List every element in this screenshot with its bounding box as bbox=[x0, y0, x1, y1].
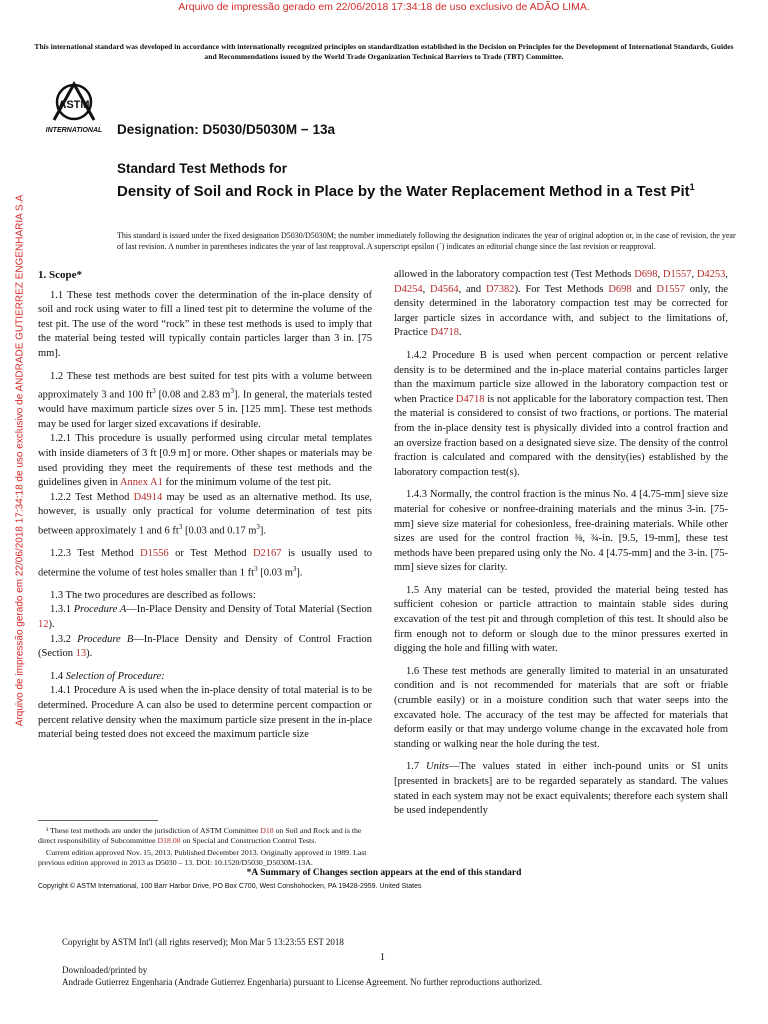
ref-d1556[interactable]: D1556 bbox=[140, 548, 169, 560]
title-prefix: Standard Test Methods for bbox=[117, 161, 288, 176]
footnote-2: Current edition approved Nov. 15, 2013. Published December 2013. Originally approved in 1989. Last previous edition approved in 2013 as D5030 – 13. DOI: 10.1520/D5030_D5030M-13A. bbox=[38, 848, 367, 867]
title-block bbox=[117, 160, 737, 201]
ref-section-13[interactable]: 13 bbox=[75, 648, 87, 660]
title-footnote-mark: 1 bbox=[689, 182, 695, 192]
ref-d4253[interactable]: D4253 bbox=[696, 269, 726, 280]
left-column bbox=[38, 268, 372, 743]
title-main: Density of Soil and Rock in Place by the Water Replacement Method in a Test Pit$^1$ bbox=[117, 182, 695, 200]
ref-d4718-2[interactable]: D4718 bbox=[455, 393, 485, 405]
paragraph-1-5: 1.5 Any material can be tested, provided the material being tested has sufficient cohesion or particle attraction to maintain stable sides during excavation of the test pit and through completion of this test. It should also be firm enough not to deform or slough due to the minor pressures exerted in digging the hole and filling with water. bbox=[394, 584, 728, 655]
ref-d18-08[interactable]: D18.08 bbox=[157, 836, 181, 845]
paragraph-1-1: 1.1 These test methods cover the determination of the in-place density of soil and rock using water to fill a lined test pit to determine the volume of the test pit. The use of the word “rock” in these test methods is used to imply that the material being tested will typically contain particles larger than 3 in. [75 mm]. bbox=[38, 289, 372, 359]
ref-d7382[interactable]: D7382 bbox=[485, 283, 515, 295]
ref-d1557[interactable]: D1557 bbox=[662, 269, 692, 280]
ref-d18[interactable]: D18 bbox=[260, 826, 274, 835]
paragraph-1-4-1: 1.4.1 Procedure A is used when the in-place density of total material is to be determined. Procedure A can also be used to determine percent compaction or percent relative density when the maximum particle size present in the in-place material being tested does not exceed the maximum particle size bbox=[38, 685, 372, 741]
paragraph-1-3-1: 1.3.1 Procedure A—In-Place Density and Density of Total Material (Section 12). bbox=[38, 604, 373, 630]
designation: Designation: D5030/D5030M − 13a bbox=[117, 122, 335, 137]
paragraph-continuation: allowed in the laboratory compaction test (Test Methods D698, D1557, D4253, D4254, D4564, and D7382). For Test Methods D698 and D1557 only, the density determined in the laboratory compaction test may be corrected for larger particle sizes in accordance with, and subject to the limitations of, Practice D4718. bbox=[394, 269, 729, 339]
download-line-1: Downloaded/printed by bbox=[62, 965, 148, 975]
right-column bbox=[394, 268, 728, 819]
paragraph-1-4-2: 1.4.2 Procedure B is used when percent compaction or percent relative density is to be determined and the in-place material contains particles larger than the maximum particle size allowed in the laboratory compaction test or when Practice D4718 is not applicable for the laboratory compaction test. Then the material is considered to consist of two fractions, or portions. The material from the in-place density test is physically divided into a control fraction and an oversize fraction based on a designated sieve size. The density of the control fraction is calculated and compared with the density(ies) established by the laboratory compaction test(s). bbox=[394, 349, 728, 478]
standard-note: This standard is issued under the fixed designation D5030/D5030M; the number immediately following the designation indicates the year of original adoption or, in the case of revision, the year of last revision. A number in parentheses indicates the year of last reapproval. A superscript epsilon (´) indicates an editorial change since the last revision or reapproval. bbox=[117, 231, 736, 251]
paragraph-1-3: 1.3 The two procedures are described as follows: bbox=[50, 589, 256, 601]
paragraph-1-2-3: 1.2.3 Test Method D1556 or Test Method D2167 is usually used to determine the volume of test holes smaller than 1 $ft^3$ [0.03 $m^3$]. bbox=[38, 548, 372, 579]
ref-d698[interactable]: D698 bbox=[634, 269, 658, 280]
intro-statement: This international standard was developed in accordance with internationally recognized principles on standardization established in the Decision on Principles for the Development of International Standards, Guides and Recommendations issued by the World Trade Organization Technical Barriers to Trade (TBT) Committee. bbox=[34, 42, 734, 61]
ref-d698-2[interactable]: D698 bbox=[608, 283, 632, 295]
paragraph-1-4: 1.4 Selection of Procedure: bbox=[50, 670, 165, 682]
ref-d2167[interactable]: D2167 bbox=[252, 548, 282, 560]
copyright-line: Copyright © ASTM International, 100 Barr Harbor Drive, PO Box C700, West Conshohocken, PA 19428-2959. United States bbox=[38, 883, 422, 890]
footnote-1: ¹ These test methods are under the jurisdiction of ASTM Committee D18 on Soil and Rock and is the direct responsibility of Subcommittee D18.08 on Special and Construction Control Tests. bbox=[38, 826, 362, 845]
ref-d4718[interactable]: D4718 bbox=[430, 327, 460, 339]
section-heading-scope: 1. Scope* bbox=[38, 269, 82, 281]
paragraph-1-2-1: 1.2.1 This procedure is usually performed using circular metal templates with inside diameters of 3 ft [0.9 m] or more. Other shapes or materials may be used providing they meet the requirements of these test methods and the guidelines given in Annex A1 for the minimum volume of the test pit. bbox=[38, 433, 372, 489]
copyright-timestamp: Copyright by ASTM Int'l (all rights reserved); Mon Mar 5 13:23:55 EST 2018 bbox=[62, 937, 344, 947]
logo-subtext: INTERNATIONAL bbox=[45, 127, 103, 134]
download-notice bbox=[62, 964, 542, 988]
footnotes bbox=[38, 826, 372, 870]
ref-d1557-2[interactable]: D1557 bbox=[656, 283, 685, 295]
logo-text: ASTM bbox=[58, 99, 90, 111]
watermark-side: Arquivo de impressão gerado em 22/06/2018 17:34:18 de uso exclusivo de ANDRADE GUTIERREZ ENGENHARIA S.A bbox=[14, 194, 26, 727]
paragraph-1-6: 1.6 These test methods are generally limited to material in an unsaturated condition and is not recommended for materials that are soft or friable (crumble easily) or in a moisture condition such that water seeps into the excavated hole. The accuracy of the test may be affected for materials that deform easily or that may undergo volume change in the excavated hole from standing or walking near the hole during the test. bbox=[394, 665, 728, 750]
summary-note: *A Summary of Changes section appears at the end of this standard bbox=[246, 868, 522, 878]
ref-d4564[interactable]: D4564 bbox=[430, 283, 459, 295]
paragraph-1-2-2: 1.2.2 Test Method D4914 may be used as an alternative method. Its use, however, is usually only practical for volume determination of test pits between approximately 1 and 6 $ft^3$ [0.03 and 0.17 $m^3$]. bbox=[38, 491, 372, 537]
paragraph-1-2: 1.2 These test methods are best suited for test pits with a volume between approximately 3 and 100 $ft^3$ [0.08 and 2.83 $m^3$]. In general, the materials tested would have maximum particle sizes over 5 in. [125 mm]. These test methods may be used for larger sized excavations if desirable. bbox=[38, 370, 372, 430]
ref-d4254[interactable]: D4254 bbox=[394, 283, 423, 295]
ref-annex-a1[interactable]: Annex A1 bbox=[119, 477, 163, 489]
watermark-top: Arquivo de impressão gerado em 22/06/2018 17:34:18 de uso exclusivo de ADÃO LIMA. bbox=[178, 1, 590, 13]
footnote-divider bbox=[38, 820, 158, 821]
paragraph-1-3-2: 1.3.2 Procedure B—In-Place Density and Density of Control Fraction (Section 13). bbox=[38, 633, 372, 660]
paragraph-1-4-3: 1.4.3 Normally, the control fraction is the minus No. 4 [4.75-mm] sieve size material for cohesive or nonfree-draining materials and the minus 3-in. [75-mm] sieve size material for cohesionless, free-draining materials. While other sizes are used for the control fraction ⅜, ¾-in. [9.5, 19-mm], these test methods have been prepared using only the No. 4 [4.75-mm] and the 3-in. [75-mm] sieve sizes for clarity. bbox=[394, 489, 728, 574]
download-line-2: Andrade Gutierrez Engenharia (Andrade Gutierrez Engenharia) pursuant to License Agreement. No further reproductions authorized. bbox=[62, 977, 543, 987]
astm-logo bbox=[40, 80, 112, 140]
ref-d4914[interactable]: D4914 bbox=[133, 491, 163, 503]
page-number: 1 bbox=[380, 952, 385, 963]
paragraph-1-7: 1.7 Units—The values stated in either inch-pound units or SI units [presented in brackets] are to be regarded separately as standard. The values stated in each system may not be exact equivalents; therefore each system shall be used independently bbox=[394, 761, 728, 817]
ref-section-12[interactable]: 12 bbox=[38, 618, 49, 630]
